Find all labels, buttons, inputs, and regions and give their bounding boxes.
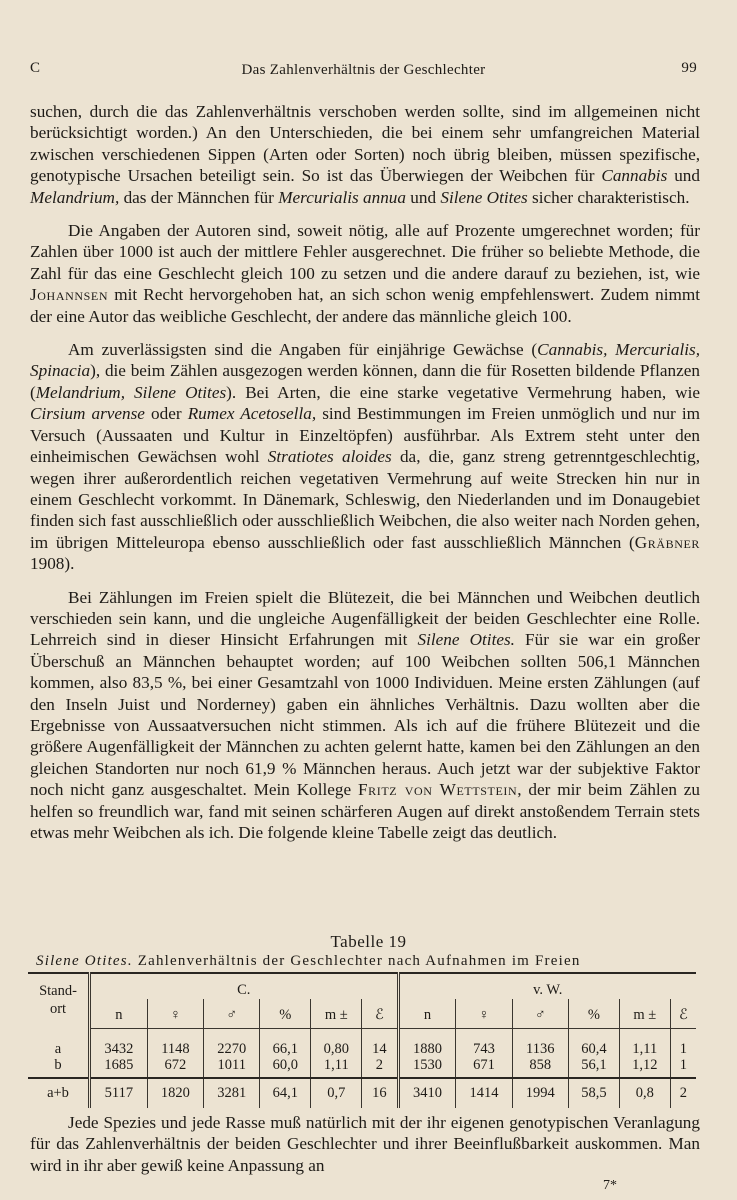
col-hermaphrodite: ℰ [670, 999, 696, 1029]
cell: 1685 [90, 1057, 148, 1078]
paragraph-2: Die Angaben der Autoren sind, soweit nötig, alle auf Prozente umgerechnet worden; für Zahlen über 1000 ist auch der mittlere Fehler ausgerechnet. Die früher so beliebte Methode, die Zahl für das eine Geschlecht gleich 100 zu setzen und die andere darauf zu beziehen, ist, wie Johannsen mit Recht hervorgehoben hat, an sich schon wenig empfehlenswert. Zudem nimmt der eine Autor das weibliche Geschlecht, der andere das männliche gleich 100. [30, 221, 700, 326]
cell: 0,7 [311, 1078, 362, 1108]
cell: 1 [679, 1041, 688, 1057]
group-c: C. [90, 973, 399, 999]
col-n: n [398, 999, 456, 1029]
table-row [28, 1029, 696, 1058]
cell: 743 [456, 1029, 512, 1058]
row-label: b [28, 1057, 90, 1078]
cell: 14 [362, 1029, 398, 1058]
cell: 1530 [398, 1057, 456, 1078]
paragraph-4: Bei Zählungen im Freien spielt die Blütezeit, die bei Männchen und Weibchen deutlich verschieden sein kann, und die ungleiche Augenfälligkeit der beiden Geschlechter eine Rolle. Lehrreich sind in dieser Hinsicht Erfahrungen mit Silene Otites. Für sie war ein großer Überschuß an Männchen behauptet worden; auf 100 Weibchen sollten 506,1 Männchen kommen, also 83,5 %, bei einer Gesamtzahl von 1000 Individuen. Meine ersten Zählungen (auf den Inseln Juist und Norderney) gaben ein ähnliches Verhältnis. Dazu wollten aber die Ergebnisse von Aussaatversuchen nicht stimmen. Als ich auf die frühere Blütezeit und die größere Augenfälligkeit der Männchen zu achten gelernt hatte, kamen bei den Zählungen an den gleichen Standorten nur noch 61,9 % Männchen heraus. Auch jetzt war der subjektive Faktor noch nicht ganz ausgeschaltet. Mein Kollege Fritz von Wettstein, der mir beim Zählen zu helfen so freundlich war, fand mit seinen schärferen Augen auf direkt anstoßendem Terrain stets etwas mehr Weibchen als ich. Die folgende kleine Tabelle zeigt das deutlich. [30, 587, 700, 842]
table-label: Tabelle 19 [330, 932, 407, 951]
cell: 1820 [147, 1078, 203, 1108]
col-percent: % [568, 999, 619, 1029]
cell: 56,1 [568, 1057, 619, 1078]
cell: 1 [679, 1057, 688, 1073]
row-label: a [28, 1029, 90, 1058]
cell: 58,5 [568, 1078, 619, 1108]
table-caption: Silene Otites. Zahlenverhältnis der Geschlechter nach Aufnahmen im Freien [36, 953, 581, 969]
col-male: ♂ [204, 999, 260, 1029]
cell: 1,11 [619, 1029, 670, 1058]
col-female: ♀ [456, 999, 512, 1029]
body-text [30, 101, 700, 855]
row-label: a+b [28, 1078, 90, 1108]
col-percent: % [260, 999, 311, 1029]
cell: 1,11 [311, 1057, 362, 1078]
cell: 66,1 [260, 1029, 311, 1058]
cell: 858 [512, 1057, 568, 1078]
col-male: ♂ [512, 999, 568, 1029]
closing-paragraph [30, 1112, 700, 1176]
col-hermaphrodite: ℰ [362, 999, 398, 1029]
cell: 2 [362, 1057, 398, 1078]
cell: 16 [362, 1078, 398, 1108]
paragraph-1: suchen, durch die das Zahlenverhältnis verschoben werden sollte, sind im allgemeinen nicht berücksichtigt worden.) An den Unterschieden, die bei einem sehr umfangreichen Material zwischen verschiedenen Sippen (Arten oder Sorten) noch übrig bleiben, müssen spezifische, genotypische Ursachen beteiligt sein. So ist das Überwiegen der Weibchen für Cannabis und Melandrium, das der Männchen für Mercurialis annua und Silene Otites sicher charakteristisch. [30, 102, 700, 207]
cell: 1136 [512, 1029, 568, 1058]
col-standort: Stand-ort [28, 973, 90, 1029]
cell: 64,1 [260, 1078, 311, 1108]
table-group-header [28, 973, 696, 999]
table-row-total [28, 1078, 696, 1108]
col-error: m ± [311, 999, 362, 1029]
cell: 2270 [204, 1029, 260, 1058]
cell: 60,0 [260, 1057, 311, 1078]
cell: 672 [147, 1057, 203, 1078]
paragraph-5: Jede Spezies und jede Rasse muß natürlich mit der ihr eigenen genotypischen Veranlagung für das Zahlenverhältnis der beiden Geschlechter und ihrer Beeinflußbarkeit auskommen. Man wird in ihr aber gewiß keine Anpassung an [30, 1113, 700, 1175]
cell: 5117 [90, 1078, 148, 1108]
running-header [30, 60, 697, 82]
cell: 0,80 [311, 1029, 362, 1058]
cell: 3281 [204, 1078, 260, 1108]
table-row [28, 1057, 696, 1078]
cell: 1994 [512, 1078, 568, 1108]
running-title: Das Zahlenverhältnis der Geschlechter [241, 62, 486, 78]
signature-footer-mark: 7* [603, 1178, 617, 1193]
cell: 0,8 [619, 1078, 670, 1108]
cell: 1880 [398, 1029, 456, 1058]
col-female: ♀ [147, 999, 203, 1029]
cell: 1011 [204, 1057, 260, 1078]
cell: 1,12 [619, 1057, 670, 1078]
cell: 3410 [398, 1078, 456, 1108]
cell: 2 [670, 1078, 696, 1108]
signature-mark: C [30, 60, 41, 76]
table-subheader [28, 999, 696, 1029]
page-number: 99 [681, 60, 697, 76]
cell: 1414 [456, 1078, 512, 1108]
group-vw: v. W. [398, 973, 696, 999]
cell: 1148 [147, 1029, 203, 1058]
col-n: n [90, 999, 148, 1029]
paragraph-3: Am zuverlässigsten sind die Angaben für einjährige Gewächse (Cannabis, Mercurialis, Spinacia), die beim Zählen ausgezogen werden können, dann die für Rosetten bildende Pflanzen (Melandrium, Silene Otites). Bei Arten, die eine starke vegetative Vermehrung haben, wie Cirsium arvense oder Rumex Acetosella, sind Bestimmungen im Freien unmöglich und nur im Versuch (Aussaaten und Kultur in Einzeltöpfen) ausführbar. Als Extrem steht unter den einheimischen Gewächsen wohl Stratiotes aloides da, die, ganz streng getrenntgeschlechtig, wegen ihrer außerordentlich reichen vegetativen Vermehrung auf weite Strecken hin nur in einem Geschlecht vorkommt. In Dänemark, Schleswig, den Niederlanden und im Donaugebiet finden sich fast ausschließlich oder ausschließlich Weibchen, die also weiter nach Norden gehen, im übrigen Mitteleuropa ebenso ausschließlich oder fast ausschließlich Männchen (Gräbner 1908). [30, 340, 701, 574]
cell: 60,4 [568, 1029, 619, 1058]
cell: 671 [456, 1057, 512, 1078]
cell: 3432 [90, 1029, 148, 1058]
data-table [28, 972, 696, 1108]
col-error: m ± [619, 999, 670, 1029]
